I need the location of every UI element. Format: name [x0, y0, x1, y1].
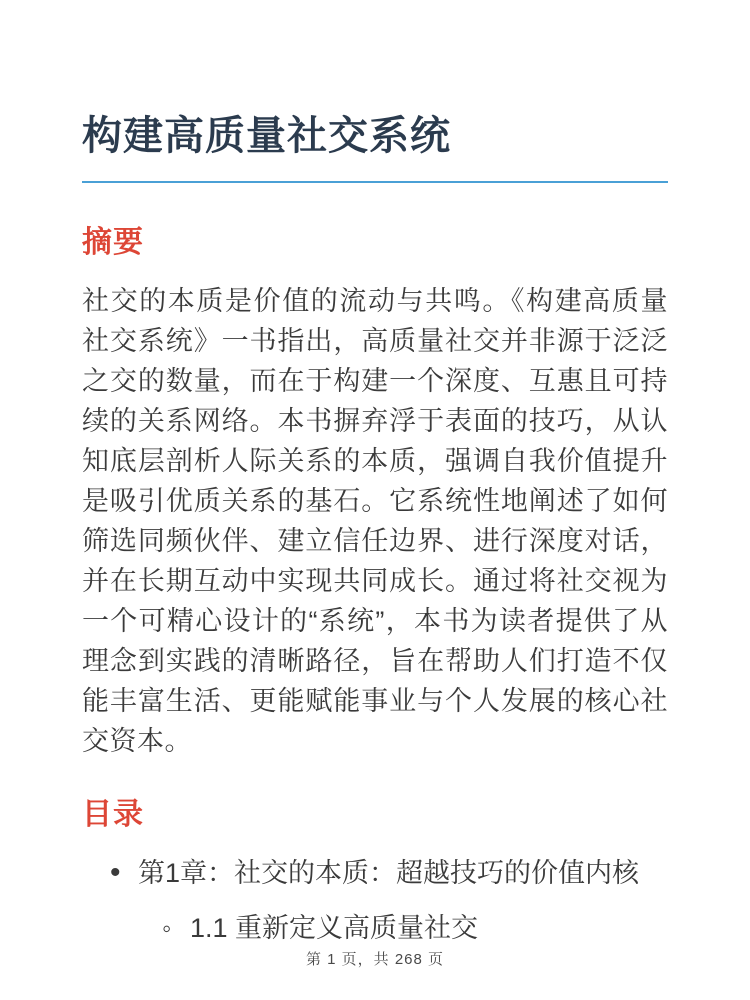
abstract-paragraph: 社交的本质是价值的流动与共鸣。《构建高质量社交系统》一书指出，高质量社交并非源于泛泛之交的数量，而在于构建一个深度、互惠且可持续的关系网络。本书摒弃浮于表面的技巧，从认知底层剖析人际关系的本质，强调自我价值提升是吸引优质关系的基石。它系统性地阐述了如何筛选同频伙伴、建立信任边界、进行深度对话，并在长期互动中实现共同成长。通过将社交视为一个可精心设计的“系统”，本书为读者提供了从理念到实践的清晰路径，旨在帮助人们打造不仅能丰富生活、更能赋能事业与个人发展的核心社交资本。	[82, 286, 668, 756]
toc-chapter-label: 第1章：社交的本质：超越技巧的价值内核	[138, 858, 640, 888]
page-title: 构建高质量社交系统	[82, 114, 451, 158]
title-divider	[82, 181, 668, 183]
toc-list	[82, 853, 668, 948]
toc-chapter-item	[110, 853, 668, 948]
toc-section-item	[162, 908, 668, 948]
bullet-disc-icon	[110, 853, 138, 893]
toc-section-label: 1.1 重新定义高质量社交	[190, 913, 479, 943]
toc-sublist	[110, 908, 668, 948]
abstract-heading: 摘要	[82, 226, 144, 259]
toc-heading: 目录	[82, 798, 144, 831]
bullet-circle-icon	[162, 908, 190, 948]
page-number-indicator: 第 1 页，共 268 页	[305, 951, 445, 968]
